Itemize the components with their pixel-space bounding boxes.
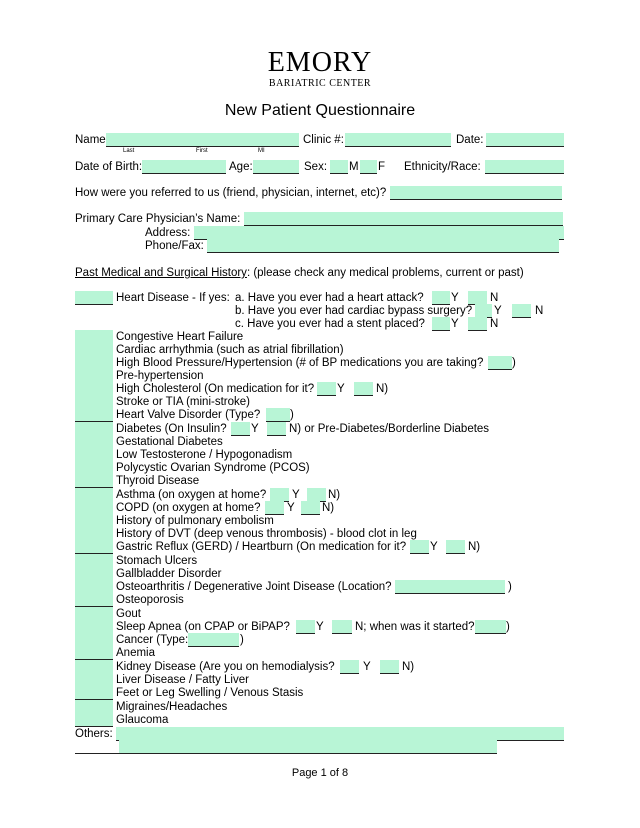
ulcers-label: Stomach Ulcers: [116, 555, 198, 567]
valve-type-field[interactable]: [266, 408, 290, 422]
others-field-1[interactable]: [116, 727, 564, 741]
ethnicity-field[interactable]: [485, 160, 564, 174]
prehtn-label: Pre-hypertension: [116, 370, 204, 382]
heart-q1-label: a. Have you ever had a heart attack?: [235, 292, 424, 304]
others-field-2[interactable]: [119, 740, 497, 754]
chf-label: Congestive Heart Failure: [116, 331, 244, 343]
gout-check[interactable]: [75, 607, 113, 621]
sex-m-label: M: [349, 161, 359, 173]
gallbladder-check[interactable]: [75, 567, 113, 581]
osteo-label: Osteoporosis: [116, 594, 184, 606]
anemia-check[interactable]: [75, 646, 113, 660]
stroke-label: Stroke or TIA (mini-stroke): [116, 396, 250, 408]
swelling-check[interactable]: [75, 686, 113, 700]
heart-q1-y-field[interactable]: [432, 291, 450, 305]
thyroid-check[interactable]: [75, 474, 113, 488]
kidney-label: Kidney Disease (Are you on hemodialysis?: [116, 661, 335, 673]
apnea-paren: ): [506, 621, 510, 633]
chol-check[interactable]: [75, 382, 113, 396]
pcos-label: Polycystic Ovarian Syndrome (PCOS): [116, 462, 310, 474]
asthma-label: Asthma (on oxygen at home?: [116, 489, 267, 501]
heart-q3-label: c. Have you ever had a stent placed?: [235, 318, 425, 330]
name-field[interactable]: [106, 133, 299, 147]
swelling-label: Feet or Leg Swelling / Venous Stasis: [116, 687, 304, 699]
diabetes-check[interactable]: [75, 422, 113, 436]
migraines-label: Migraines/Headaches: [116, 701, 228, 713]
heart-disease-check[interactable]: [75, 291, 113, 305]
sex-label: Sex:: [304, 161, 328, 173]
phone-field[interactable]: [207, 239, 559, 253]
history-note: : (please check any medical problems, current or past): [246, 267, 524, 279]
heart-q2-label: b. Have you ever had cardiac bypass surgery?: [235, 305, 473, 317]
kidney-n-field[interactable]: [380, 660, 399, 674]
ulcers-check[interactable]: [75, 554, 113, 568]
asthma-y-field[interactable]: [270, 488, 289, 502]
diabetes-y: Y: [251, 423, 259, 435]
thyroid-label: Thyroid Disease: [116, 475, 200, 487]
glaucoma-check[interactable]: [75, 713, 113, 727]
asthma-y: Y: [292, 489, 300, 501]
phone-label: Phone/Fax:: [145, 240, 204, 252]
age-label: Age:: [229, 161, 253, 173]
cancer-paren: ): [240, 634, 244, 646]
asthma-n-field[interactable]: [307, 488, 326, 502]
name-sub-mi: MI: [258, 148, 265, 154]
heart-q1-n-field[interactable]: [468, 291, 487, 305]
gallbladder-label: Gallbladder Disorder: [116, 568, 222, 580]
apnea-label: Sleep Apnea (on CPAP or BiPAP?: [116, 621, 290, 633]
diabetes-n: N) or Pre-Diabetes/Borderline Diabetes: [289, 423, 490, 435]
arrhythmia-label: Cardiac arrhythmia (such as atrial fibrillation): [116, 344, 344, 356]
kidney-y-field[interactable]: [340, 660, 359, 674]
dvt-check[interactable]: [75, 527, 113, 541]
arrhythmia-check[interactable]: [75, 343, 113, 357]
hbp-paren: ): [512, 357, 516, 369]
heart-q3-n: N: [490, 318, 499, 330]
cancer-type-field[interactable]: [188, 633, 239, 647]
gout-label: Gout: [116, 608, 141, 620]
logo-subtitle: BARIATRIC CENTER: [268, 78, 372, 89]
apnea-started-field[interactable]: [475, 620, 506, 634]
others-line-2-lead: [75, 740, 119, 754]
clinic-label: Clinic #:: [303, 134, 344, 146]
osteo-check[interactable]: [75, 593, 113, 607]
copd-n: N): [322, 502, 335, 514]
kidney-n: N): [402, 661, 415, 673]
page-number: Page 1 of 8: [291, 767, 349, 779]
oa-location-field[interactable]: [395, 580, 505, 594]
date-field[interactable]: [486, 133, 564, 147]
clinic-field[interactable]: [345, 133, 451, 147]
heart-q2-n: N: [535, 305, 544, 317]
heart-q1-n: N: [490, 292, 499, 304]
asthma-check[interactable]: [75, 488, 113, 502]
copd-check[interactable]: [75, 501, 113, 515]
name-label: Name: [75, 134, 106, 146]
sex-m-field[interactable]: [330, 160, 348, 174]
gest-diab-check[interactable]: [75, 435, 113, 449]
others-label: Others:: [75, 728, 113, 740]
liver-check[interactable]: [75, 673, 113, 687]
apnea-n-field[interactable]: [332, 620, 352, 634]
history-heading: Past Medical and Surgical History: [75, 267, 247, 279]
diabetes-label: Diabetes (On Insulin?: [116, 423, 227, 435]
cancer-check[interactable]: [75, 633, 113, 647]
gest-diab-label: Gestational Diabetes: [116, 436, 223, 448]
kidney-y: Y: [363, 661, 371, 673]
date-label: Date:: [456, 134, 484, 146]
referral-field[interactable]: [390, 186, 562, 200]
chol-n-field[interactable]: [354, 382, 373, 396]
pcp-name-field[interactable]: [244, 212, 563, 226]
apnea-check[interactable]: [75, 620, 113, 634]
asthma-n: N): [328, 489, 341, 501]
copd-n-field[interactable]: [301, 501, 320, 515]
gerd-y-field[interactable]: [410, 540, 429, 554]
diabetes-y-field[interactable]: [231, 422, 250, 436]
dob-label: Date of Birth:: [75, 161, 143, 173]
prehtn-check[interactable]: [75, 369, 113, 383]
chol-label: High Cholesterol (On medication for it?: [116, 383, 315, 395]
heart-q3-y-field[interactable]: [432, 317, 450, 331]
pcos-check[interactable]: [75, 461, 113, 475]
cancer-label: Cancer (Type:: [116, 634, 189, 646]
pe-check[interactable]: [75, 514, 113, 528]
hbp-label: High Blood Pressure/Hypertension (# of BP medications you are taking?: [116, 357, 484, 369]
anemia-label: Anemia: [116, 647, 155, 659]
heart-q2-n-field[interactable]: [512, 304, 531, 318]
kidney-check[interactable]: [75, 660, 113, 674]
hbp-count-field[interactable]: [488, 356, 512, 370]
referral-label: How were you referred to us (friend, physician, internet, etc)?: [75, 187, 387, 199]
heart-q3-n-field[interactable]: [468, 317, 487, 331]
valve-label: Heart Valve Disorder (Type?: [116, 409, 261, 421]
gerd-check[interactable]: [75, 540, 113, 554]
low-t-check[interactable]: [75, 448, 113, 462]
heart-q1-y: Y: [451, 292, 459, 304]
heart-q3-y: Y: [451, 318, 459, 330]
heart-q2-y: Y: [494, 305, 502, 317]
address-label: Address:: [145, 227, 191, 239]
apnea-started-label: N; when was it started?: [355, 621, 475, 633]
dvt-label: History of DVT (deep venous thrombosis) - blood clot in leg: [116, 528, 417, 540]
dob-field[interactable]: [142, 160, 226, 174]
chf-check[interactable]: [75, 330, 113, 344]
name-sub-last: Last: [123, 148, 135, 154]
age-field[interactable]: [253, 160, 299, 174]
migraines-check[interactable]: [75, 700, 113, 714]
oa-check[interactable]: [75, 580, 113, 594]
liver-label: Liver Disease / Fatty Liver: [116, 674, 249, 686]
heart-disease-label: Heart Disease - If yes:: [116, 292, 230, 304]
apnea-y-field[interactable]: [296, 620, 315, 634]
ethnicity-label: Ethnicity/Race:: [404, 161, 481, 173]
diabetes-n-field[interactable]: [267, 422, 286, 436]
hbp-check[interactable]: [75, 356, 113, 370]
sex-f-field[interactable]: [360, 160, 377, 174]
copd-y-field[interactable]: [265, 501, 284, 515]
name-sub-first: First: [196, 148, 208, 154]
chol-n: N): [376, 383, 389, 395]
gerd-label: Gastric Reflux (GERD) / Heartburn (On medication for it?: [116, 541, 407, 553]
valve-check[interactable]: [75, 408, 113, 422]
gerd-n-field[interactable]: [446, 540, 465, 554]
gerd-y: Y: [430, 541, 438, 553]
apnea-y: Y: [316, 621, 324, 633]
logo-emory: EMORY: [267, 47, 373, 78]
chol-y: Y: [337, 383, 345, 395]
pe-label: History of pulmonary embolism: [116, 515, 274, 527]
copd-label: COPD (on oxygen at home?: [116, 502, 261, 514]
address-field[interactable]: [194, 226, 564, 240]
chol-y-field[interactable]: [317, 382, 336, 396]
copd-y: Y: [287, 502, 295, 514]
heart-q2-y-field[interactable]: [475, 304, 492, 318]
gerd-n: N): [468, 541, 481, 553]
page-title: New Patient Questionnaire: [224, 102, 416, 119]
oa-paren: ): [508, 581, 512, 593]
low-t-label: Low Testosterone / Hypogonadism: [116, 449, 293, 461]
history-heading-row: [75, 266, 524, 280]
glaucoma-label: Glaucoma: [116, 714, 169, 726]
sex-f-label: F: [378, 161, 386, 173]
pcp-label: Primary Care Physician’s Name:: [75, 213, 241, 225]
stroke-check[interactable]: [75, 395, 113, 409]
valve-paren: ): [290, 409, 294, 421]
oa-label: Osteoarthritis / Degenerative Joint Disease (Location?: [116, 581, 392, 593]
